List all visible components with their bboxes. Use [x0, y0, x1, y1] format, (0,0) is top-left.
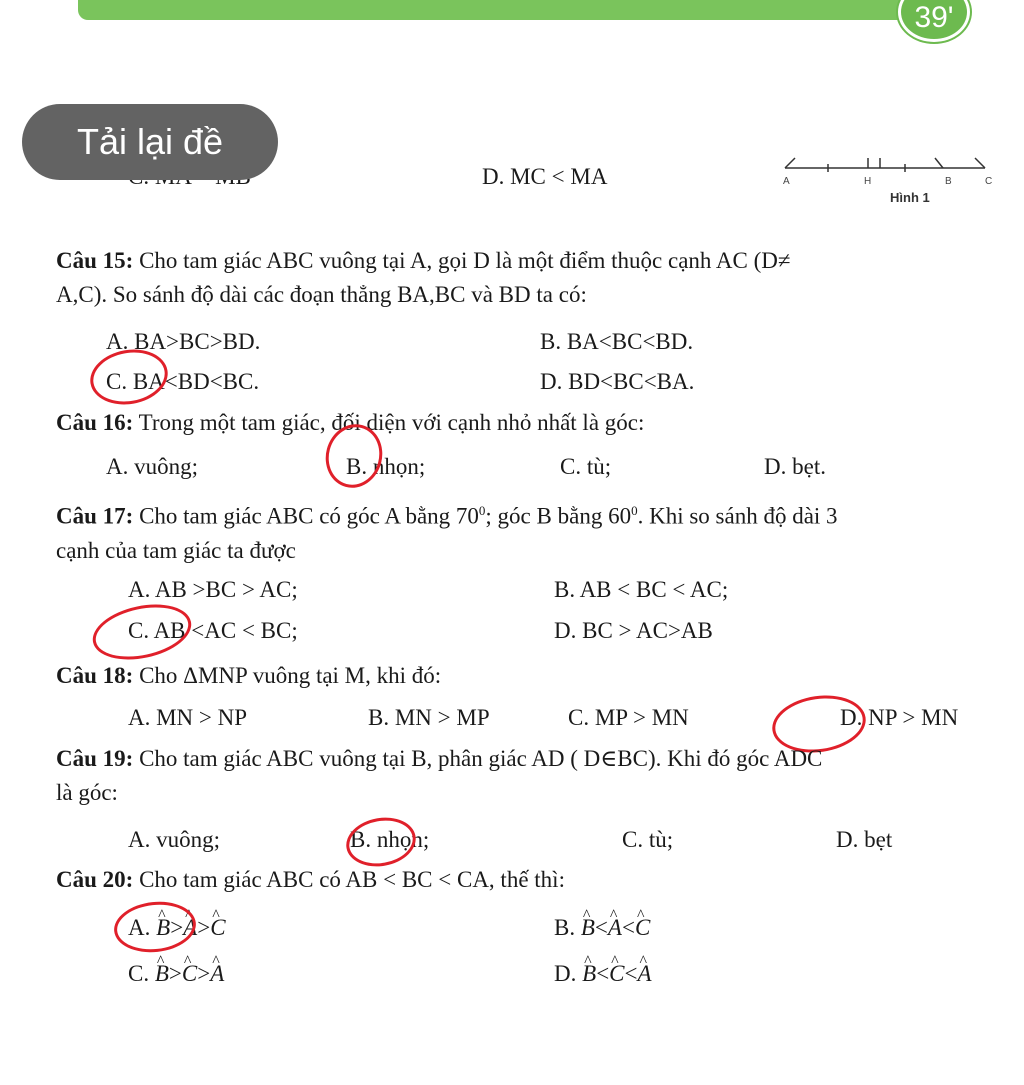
question-15-title: Câu 15: [56, 248, 134, 273]
question-17 [56, 494, 1006, 568]
question-18 [56, 659, 1006, 693]
q20-option-b-angle-3: ^ C [635, 914, 650, 942]
question-17-text-a: Cho tam giác ABC có góc A bằng 70 [133, 503, 479, 529]
question-15 [56, 244, 1006, 312]
q20-option-c[interactable] [128, 960, 224, 988]
question-16-title: Câu 16: [56, 410, 134, 435]
q17-option-a[interactable]: A. AB >BC > AC; [128, 577, 298, 602]
figure-line-segment [780, 150, 993, 210]
q20-option-d-sign-2: < [624, 961, 638, 986]
q20-option-a-angle-3: ^ C [210, 914, 225, 942]
prev-option-d: D. MC < MA [482, 164, 608, 189]
q20-option-a-angle-2: ^ A [183, 914, 197, 942]
question-19 [56, 742, 1006, 810]
question-18-text: Cho ΔMNP vuông tại M, khi đó: [133, 663, 442, 688]
q18-option-b[interactable]: B. MN > MP [368, 705, 490, 730]
question-18-title: Câu 18: [56, 663, 134, 688]
q20-option-b-angle-1: ^ B [581, 914, 595, 942]
question-20 [56, 863, 1006, 897]
q20-option-b-sign-1: < [594, 915, 608, 940]
progress-bar [78, 0, 928, 20]
question-17-text-b: ; góc B bằng 60 [485, 503, 632, 529]
q20-option-c-angle-3: ^ A [210, 960, 224, 988]
q20-option-a-sign-1: > [170, 915, 184, 940]
q16-option-a[interactable]: A. vuông; [106, 454, 198, 479]
q20-option-b-sign-2: < [621, 915, 635, 940]
question-17-sup-2: 0 [631, 503, 638, 518]
timer-badge: 39' [898, 0, 970, 42]
q20-option-d-letter: D. [554, 961, 577, 986]
q16-option-b[interactable]: B. nhọn; [346, 454, 426, 479]
q20-option-c-angle-1: ^ B [155, 960, 169, 988]
q17-option-d[interactable]: D. BC > AC>AB [554, 618, 713, 643]
question-20-text: Cho tam giác ABC có AB < BC < CA, thế thì: [133, 867, 565, 892]
question-17-sup-1: 0 [478, 503, 486, 518]
q15-option-d[interactable]: D. BD<BC<BA. [540, 369, 695, 394]
q16-option-c[interactable]: C. tù; [560, 454, 612, 479]
question-17-text-2: cạnh của tam giác ta được [56, 537, 296, 563]
q20-option-c-letter: C. [128, 961, 150, 986]
question-15-text-2: A,C). So sánh độ dài các đoạn thẳng BA,BC và BD ta có: [56, 282, 587, 307]
question-17-title: Câu 17: [56, 503, 134, 529]
q20-option-d[interactable] [554, 960, 652, 988]
q20-option-c-sign-1: > [168, 961, 182, 986]
figure-point-c: C [985, 176, 993, 187]
question-19-text-1: Cho tam giác ABC vuông tại B, phân giác AD ( D∈BC). Khi đó góc ADC [133, 746, 823, 771]
question-16 [56, 406, 1006, 440]
q19-option-c[interactable]: C. tù; [622, 827, 674, 852]
q18-option-c[interactable]: C. MP > MN [568, 705, 689, 730]
q17-option-b[interactable]: B. AB < BC < AC; [554, 577, 729, 602]
q15-option-b[interactable]: B. BA<BC<BD. [540, 329, 694, 354]
question-15-text-1: Cho tam giác ABC vuông tại A, gọi D là một điểm thuộc cạnh AC (D≠ [133, 248, 791, 273]
figure-point-h: H [864, 176, 872, 187]
question-19-text-2: là góc: [56, 780, 118, 805]
q20-option-a-sign-2: > [197, 915, 211, 940]
figure-caption: Hình 1 [890, 190, 930, 205]
q15-option-a[interactable]: A. BA>BC>BD. [106, 329, 261, 354]
q20-option-b[interactable] [554, 914, 650, 942]
question-20-title: Câu 20: [56, 867, 134, 892]
q16-option-d[interactable]: D. bẹt. [764, 454, 826, 479]
q20-option-a[interactable] [128, 914, 226, 942]
question-17-text-c: . Khi so sánh độ dài 3 [637, 503, 838, 529]
q20-option-d-angle-3: ^ A [638, 960, 652, 988]
question-19-title: Câu 19: [56, 746, 134, 771]
q17-option-c[interactable]: C. AB <AC < BC; [128, 618, 298, 643]
q19-option-a[interactable]: A. vuông; [128, 827, 220, 852]
q20-option-d-angle-2: ^ C [609, 960, 624, 988]
q20-option-d-angle-1: ^ B [582, 960, 596, 988]
q20-option-c-angle-2: ^ C [182, 960, 197, 988]
q19-option-b[interactable]: B. nhọn; [350, 827, 430, 852]
q20-option-b-letter: B. [554, 915, 576, 940]
q20-option-a-angle-1: ^ B [156, 914, 170, 942]
q18-option-a[interactable]: A. MN > NP [128, 705, 248, 730]
question-16-text: Trong một tam giác, đối diện với cạnh nhỏ nhất là góc: [133, 410, 645, 435]
q20-option-b-angle-2: ^ A [608, 914, 622, 942]
figure-point-a: A [783, 176, 790, 187]
q20-option-d-sign-1: < [596, 961, 610, 986]
q18-option-d[interactable]: D. NP > MN [840, 705, 959, 730]
q20-option-a-letter: A. [128, 915, 151, 940]
figure-point-b: B [945, 176, 952, 187]
q19-option-d[interactable]: D. bẹt [836, 827, 893, 852]
reload-exam-button[interactable]: Tải lại đề [22, 104, 278, 180]
q15-option-c[interactable]: C. BA<BD<BC. [106, 369, 260, 394]
q20-option-c-sign-2: > [197, 961, 211, 986]
